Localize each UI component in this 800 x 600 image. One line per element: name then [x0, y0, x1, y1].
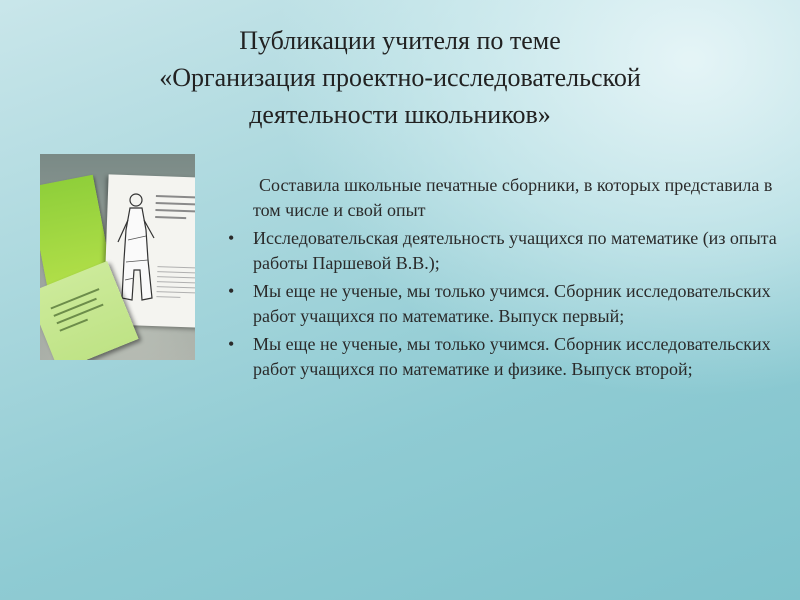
list-item: • Мы еще не ученые, мы только учимся. Сборник исследовательских работ учащихся по математике и физике. Выпуск второй;: [226, 332, 786, 381]
title-line-3: деятельности школьников»: [249, 100, 551, 129]
slide-title: [0, 22, 800, 133]
publications-photo: [40, 154, 195, 360]
list-intro: Составила школьные печатные сборники, в которых представила в том числе и свой опыт: [253, 175, 773, 220]
list-item: • Исследовательская деятельность учащихся по математике (из опыта работы Паршевой В.В.);: [226, 226, 786, 275]
list-item: • Мы еще не ученые, мы только учимся. Сборник исследовательских работ учащихся по математике. Выпуск первый;: [226, 279, 786, 328]
title-line-2: «Организация проектно-исследовательской: [159, 63, 641, 92]
publications-list: [226, 173, 786, 385]
title-line-1: Публикации учителя по теме: [239, 26, 561, 55]
